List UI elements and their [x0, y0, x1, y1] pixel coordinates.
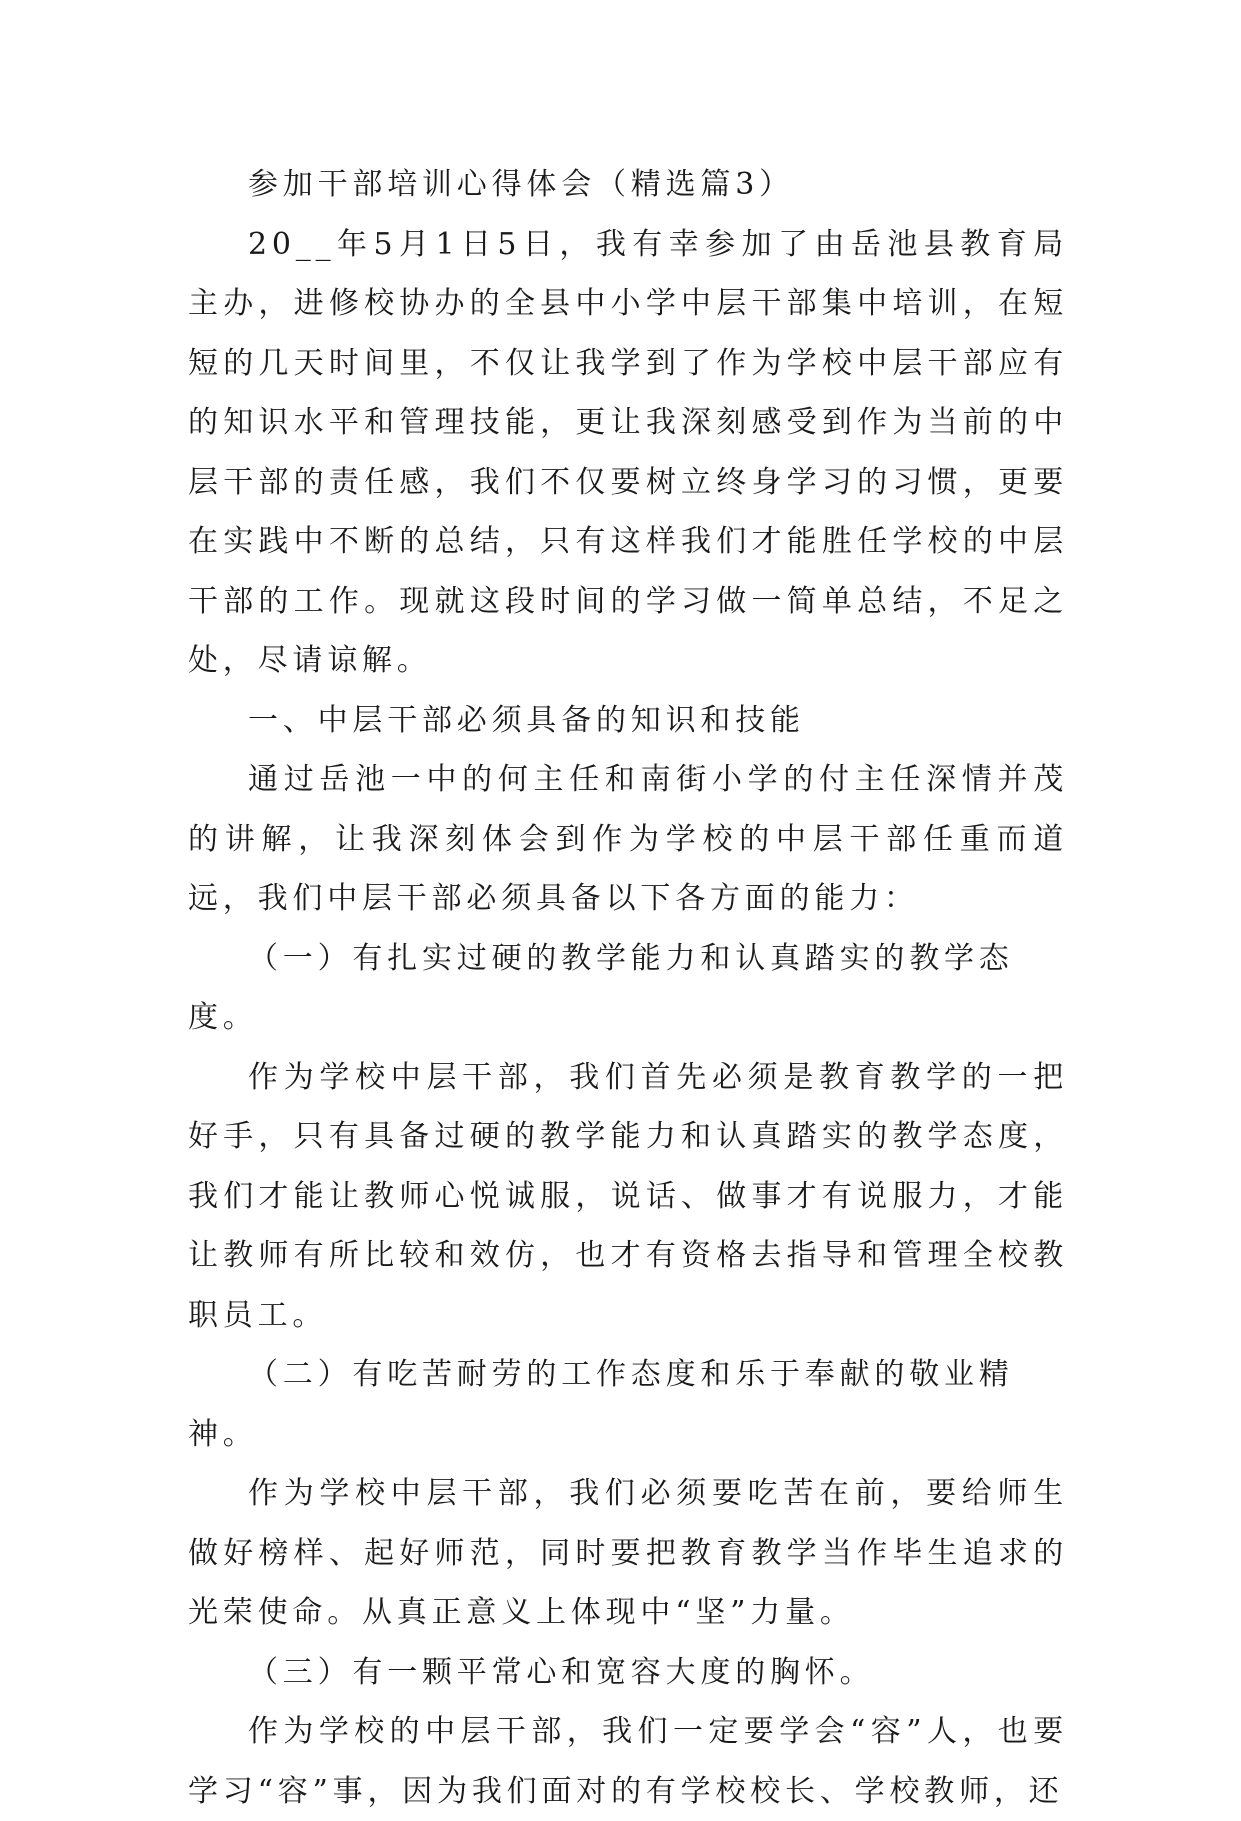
- paragraph-intro: 20__年5月1日5日，我有幸参加了由岳池县教育局主办，进修校协办的全县中小学中层干部集中培训，在短短的几天时间里，不仅让我学到了作为学校中层干部应有的知识水平和管理技能，更让我深刻感受到作为当前的中层干部的责任感，我们不仅要树立终身学习的习惯，更要在实践中不断的总结，只有这样我们才能胜任学校的中层干部的工作。现就这段时间的学习做一简单总结，不足之处，尽请谅解。: [188, 226, 1068, 678]
- subheading-1: （一）有扎实过硬的教学能力和认真踏实的教学态度。: [188, 940, 1014, 1035]
- subheading-3: （三）有一颗平常心和宽容大度的胸怀。: [248, 1654, 875, 1690]
- paragraph-subsection-1: 作为学校中层干部，我们首先必须是教育教学的一把好手，只有具备过硬的教学能力和认真踏实的教学态度，我们才能让教师心悦诚服，说话、做事才有说服力，才能让教师有所比较和效仿，也才有资格去指导和管理全校教职员工。: [188, 1059, 1068, 1333]
- section-heading-1: 一、中层干部必须具备的知识和技能: [248, 702, 805, 738]
- document-body: [188, 155, 1068, 1821]
- paragraph-section-1: 通过岳池一中的何主任和南街小学的付主任深情并茂的讲解，让我深刻体会到作为学校的中层干部任重而道远，我们中层干部必须具备以下各方面的能力：: [188, 762, 1068, 916]
- document-title: 参加干部培训心得体会（精选篇3）: [248, 167, 794, 202]
- paragraph-subsection-3: 作为学校的中层干部，我们一定要学会“容”人，也要学习“容”事，因为我们面对的有学校校长、学校教师，还: [188, 1714, 1068, 1809]
- subheading-2: （二）有吃苦耐劳的工作态度和乐于奉献的敬业精神。: [188, 1357, 1014, 1452]
- paragraph-subsection-2: 作为学校中层干部，我们必须要吃苦在前，要给师生做好榜样、起好师范，同时要把教育教学当作毕生追求的光荣使命。从真正意义上体现中“坚”力量。: [188, 1476, 1068, 1630]
